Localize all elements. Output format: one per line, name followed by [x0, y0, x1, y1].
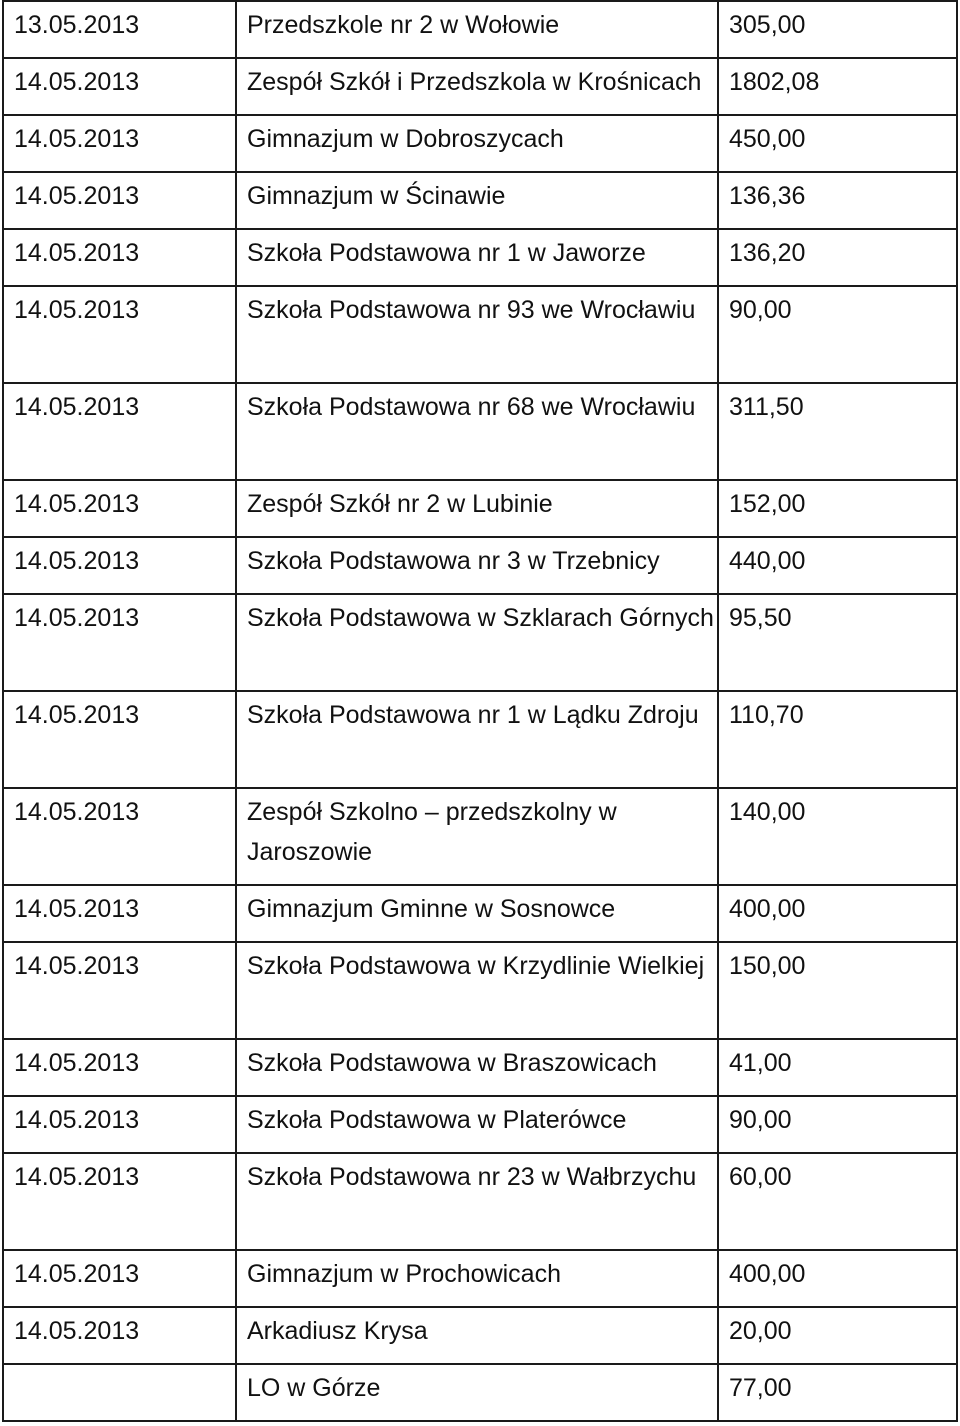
- amount-cell: 20,00: [718, 1307, 957, 1364]
- institution-cell: Arkadiusz Krysa: [236, 1307, 718, 1364]
- table-row: [3, 1096, 957, 1153]
- institution-cell: Zespół Szkół nr 2 w Lubinie: [236, 480, 718, 537]
- date-cell: 14.05.2013: [3, 1153, 236, 1250]
- institution-cell: Gimnazjum w Dobroszycach: [236, 115, 718, 172]
- institution-cell: Szkoła Podstawowa nr 3 w Trzebnicy: [236, 537, 718, 594]
- date-cell: 14.05.2013: [3, 58, 236, 115]
- institution-cell: Szkoła Podstawowa nr 23 w Wałbrzychu: [236, 1153, 718, 1250]
- table-row: [3, 942, 957, 1039]
- amount-cell: 150,00: [718, 942, 957, 1039]
- institution-cell: Gimnazjum Gminne w Sosnowce: [236, 885, 718, 942]
- table-row: [3, 1153, 957, 1250]
- institution-cell: Szkoła Podstawowa w Szklarach Górnych: [236, 594, 718, 691]
- amount-cell: 77,00: [718, 1364, 957, 1421]
- date-cell: [3, 1364, 236, 1421]
- amount-cell: 41,00: [718, 1039, 957, 1096]
- institution-cell: Szkoła Podstawowa w Krzydlinie Wielkiej: [236, 942, 718, 1039]
- table-row: [3, 537, 957, 594]
- date-cell: 14.05.2013: [3, 1307, 236, 1364]
- table-row: [3, 788, 957, 885]
- table-row: [3, 58, 957, 115]
- date-cell: 14.05.2013: [3, 172, 236, 229]
- amount-cell: 450,00: [718, 115, 957, 172]
- institution-cell: Szkoła Podstawowa w Platerówce: [236, 1096, 718, 1153]
- amount-cell: 152,00: [718, 480, 957, 537]
- institution-cell: Szkoła Podstawowa nr 1 w Lądku Zdroju: [236, 691, 718, 788]
- institution-cell: Zespół Szkolno – przedszkolny w Jaroszowie: [236, 788, 718, 885]
- table-row: [3, 885, 957, 942]
- table-row: [3, 1364, 957, 1421]
- institution-cell: Gimnazjum w Ścinawie: [236, 172, 718, 229]
- amount-cell: 60,00: [718, 1153, 957, 1250]
- amount-cell: 90,00: [718, 286, 957, 383]
- payments-table: [2, 0, 958, 1422]
- amount-cell: 140,00: [718, 788, 957, 885]
- table-row: [3, 115, 957, 172]
- amount-cell: 136,20: [718, 229, 957, 286]
- institution-cell: Szkoła Podstawowa nr 68 we Wrocławiu: [236, 383, 718, 480]
- amount-cell: 440,00: [718, 537, 957, 594]
- amount-cell: 136,36: [718, 172, 957, 229]
- table-row: [3, 480, 957, 537]
- date-cell: 14.05.2013: [3, 1039, 236, 1096]
- date-cell: 14.05.2013: [3, 537, 236, 594]
- date-cell: 14.05.2013: [3, 594, 236, 691]
- institution-cell: Szkoła Podstawowa w Braszowicach: [236, 1039, 718, 1096]
- amount-cell: 400,00: [718, 1250, 957, 1307]
- date-cell: 14.05.2013: [3, 788, 236, 885]
- amount-cell: 305,00: [718, 1, 957, 58]
- institution-cell: Przedszkole nr 2 w Wołowie: [236, 1, 718, 58]
- table-row: [3, 1039, 957, 1096]
- table-row: [3, 383, 957, 480]
- institution-cell: Szkoła Podstawowa nr 1 w Jaworze: [236, 229, 718, 286]
- table-row: [3, 594, 957, 691]
- table-row: [3, 1307, 957, 1364]
- amount-cell: 1802,08: [718, 58, 957, 115]
- institution-cell: Zespół Szkół i Przedszkola w Krośnicach: [236, 58, 718, 115]
- date-cell: 14.05.2013: [3, 942, 236, 1039]
- table-row: [3, 1, 957, 58]
- date-cell: 14.05.2013: [3, 383, 236, 480]
- table-row: [3, 1250, 957, 1307]
- date-cell: 14.05.2013: [3, 885, 236, 942]
- amount-cell: 90,00: [718, 1096, 957, 1153]
- date-cell: 14.05.2013: [3, 480, 236, 537]
- table-row: [3, 286, 957, 383]
- date-cell: 14.05.2013: [3, 1250, 236, 1307]
- date-cell: 14.05.2013: [3, 1096, 236, 1153]
- table-row: [3, 229, 957, 286]
- date-cell: 13.05.2013: [3, 1, 236, 58]
- date-cell: 14.05.2013: [3, 229, 236, 286]
- date-cell: 14.05.2013: [3, 286, 236, 383]
- amount-cell: 95,50: [718, 594, 957, 691]
- amount-cell: 110,70: [718, 691, 957, 788]
- table-row: [3, 691, 957, 788]
- date-cell: 14.05.2013: [3, 115, 236, 172]
- institution-cell: LO w Górze: [236, 1364, 718, 1421]
- institution-cell: Gimnazjum w Prochowicach: [236, 1250, 718, 1307]
- amount-cell: 400,00: [718, 885, 957, 942]
- institution-cell: Szkoła Podstawowa nr 93 we Wrocławiu: [236, 286, 718, 383]
- table-row: [3, 172, 957, 229]
- amount-cell: 311,50: [718, 383, 957, 480]
- date-cell: 14.05.2013: [3, 691, 236, 788]
